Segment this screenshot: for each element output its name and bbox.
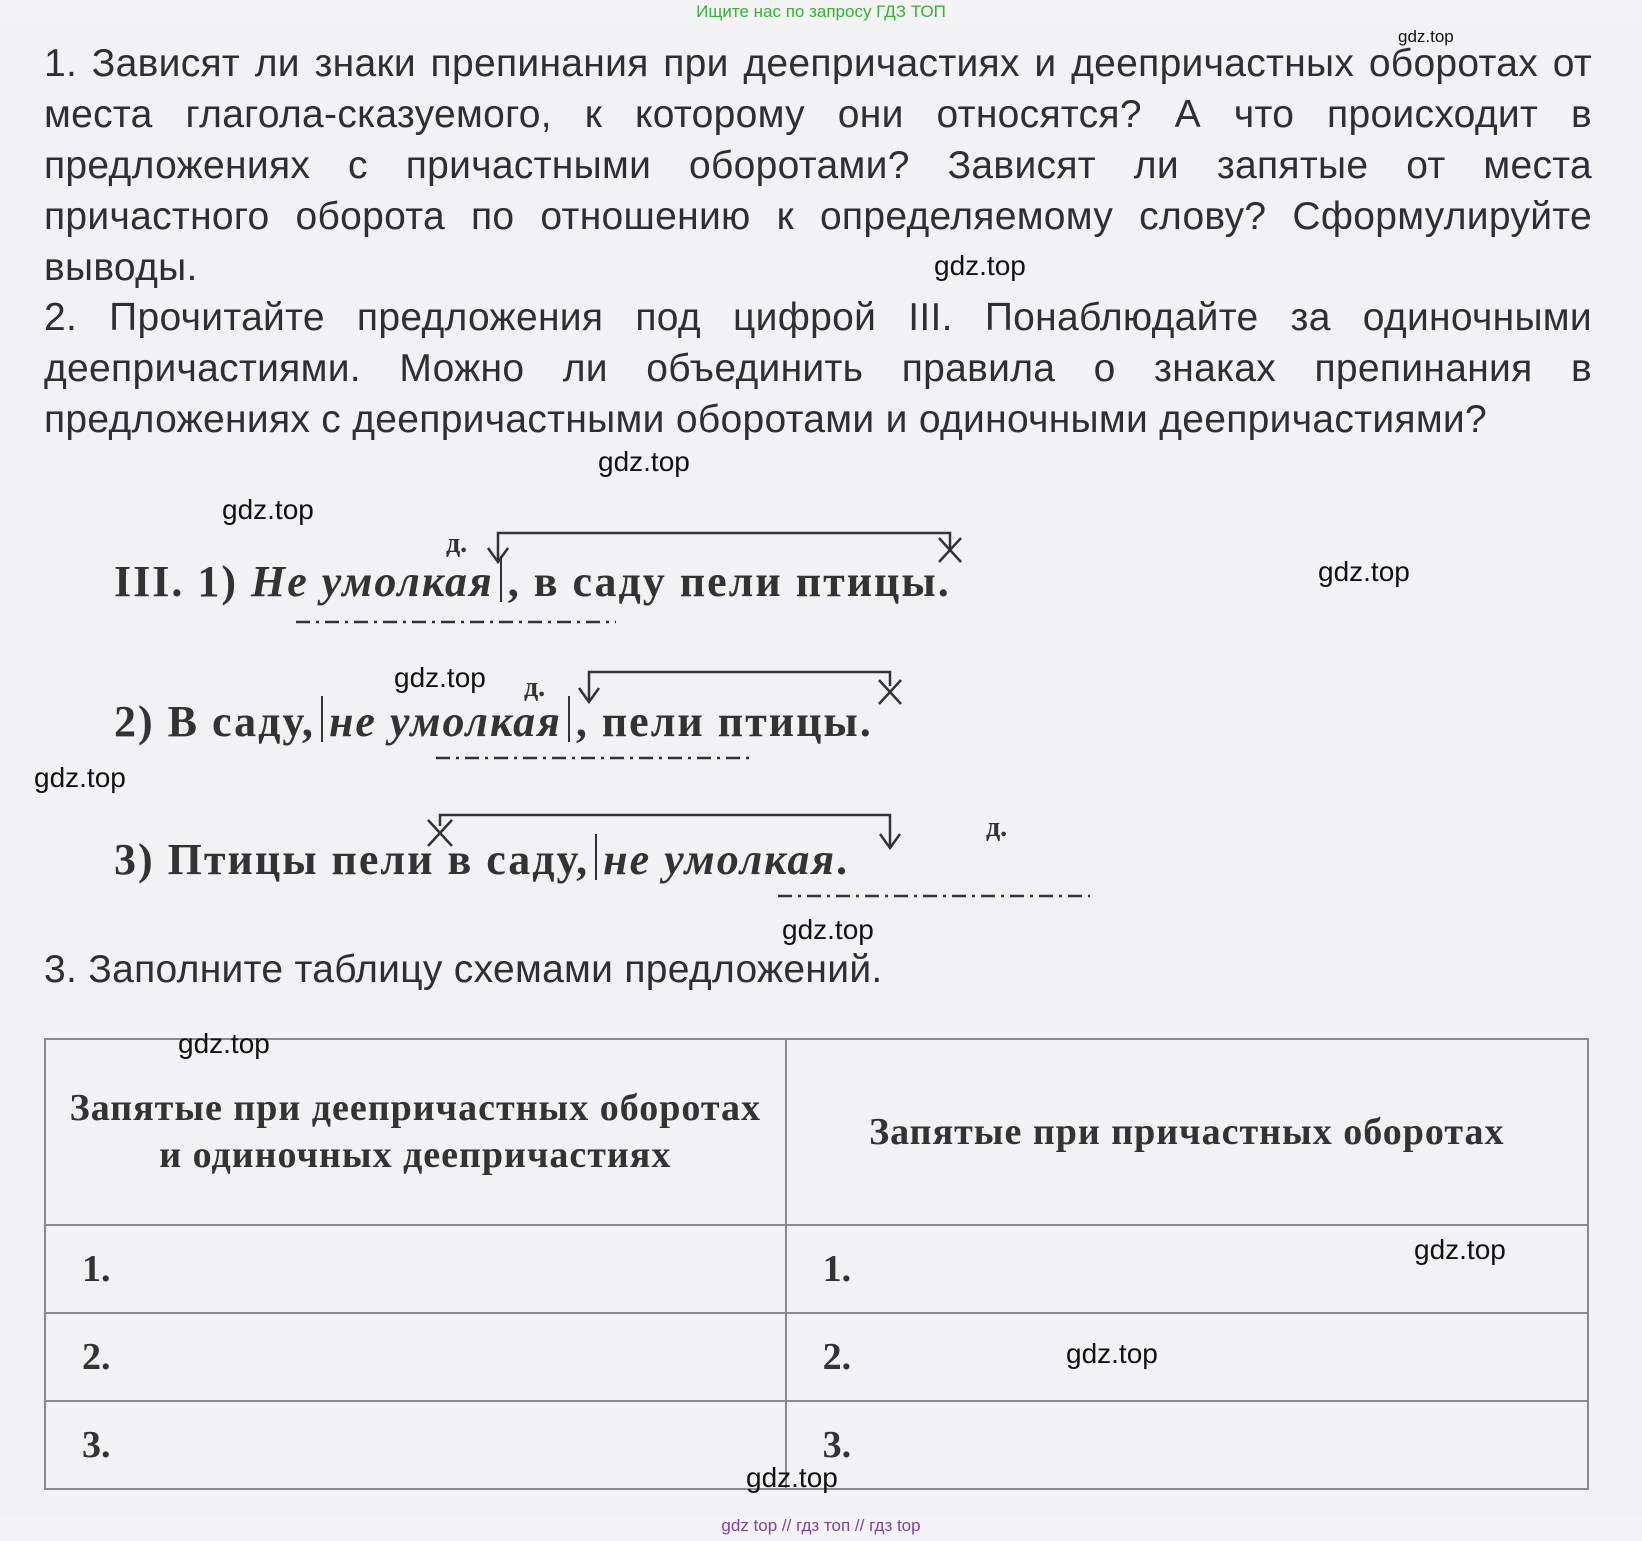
sentence-rest: , пели птицы. [575,697,873,746]
watermark: gdz.top [1318,556,1410,587]
watermark: gdz.top [782,914,874,945]
watermark: gdz.top [178,1028,270,1059]
example-sentence-3 [114,834,849,885]
schemes-table [44,1038,1589,1490]
boundary-mark [321,696,323,742]
table-cell-input[interactable]: 2. [786,1313,1588,1401]
gerund-phrase: не умолкая [603,835,837,884]
watermark: gdz.top [34,762,126,793]
sentence-number: 2) [114,697,155,746]
task-3-text: 3. Заполните таблицу схемами предложений. [44,948,883,991]
watermark: gdz.top [598,446,690,477]
table-header-participles: Запятые при причастных оборотах [786,1039,1588,1225]
roman-numeral: III. [114,557,185,606]
sentence-end: . [836,835,850,884]
boundary-mark [595,834,597,880]
example-sentence-1 [114,556,951,607]
task-2-text: 2. Прочитайте предложения под цифрой III. Понаблюдайте за одиночными деепричастиями. Можно ли объединить правила о знаках препинания в предложениях с деепричастными оборотами и одиночными деепричастиями? [44,296,1592,441]
table-cell-input[interactable]: 1. [45,1225,786,1313]
sentence-start: Птицы пели в саду, [167,835,590,884]
watermark: gdz.top [1398,27,1454,46]
d-label: д. [446,528,468,559]
bottom-banner[interactable]: gdz top // гдз топ // гдз top [721,1516,921,1535]
watermark: gdz.top [1414,1234,1506,1265]
boundary-mark [568,696,570,742]
watermark: gdz.top [746,1462,838,1493]
example-sentence-2 [114,696,873,747]
watermark: gdz.top [934,250,1026,281]
table-cell-input[interactable]: 1. [786,1225,1588,1313]
sentence-number: 3) [114,835,155,884]
watermark: gdz.top [222,494,314,525]
table-cell-input[interactable]: 3. [45,1401,786,1489]
table-cell-input[interactable]: 2. [45,1313,786,1401]
table-cell-input[interactable]: 3. [786,1401,1588,1489]
table-header-gerunds: Запятые при деепричастных оборотах и одиночных деепричастиях [45,1039,786,1225]
table-row [45,1225,1588,1313]
boundary-mark [500,556,502,602]
task-1-text: 1. Зависят ли знаки препинания при деепричастиях и деепричастных оборотах от места глагола-сказуемого, к которому они относятся? А что происходит в предложениях с причастными оборотами? Зависят ли запятые от места причастного оборота по отношению к определяемому слову? Сформулируйте выводы. [44,42,1592,289]
top-banner[interactable]: Ищите нас по запросу ГДЗ ТОП [696,2,946,21]
sentence-start: В саду, [167,697,315,746]
gerund-phrase: Не умолкая [251,557,494,606]
d-label: д. [986,812,1008,843]
watermark: gdz.top [1066,1338,1158,1369]
watermark: gdz.top [394,662,486,693]
sentence-number: 1) [197,557,239,606]
sentence-rest: , в саду пели птицы. [507,557,951,606]
d-label: д. [524,672,546,703]
table-row [45,1313,1588,1401]
table-header-row [45,1039,1588,1225]
gerund-phrase: не умолкая [328,697,562,746]
